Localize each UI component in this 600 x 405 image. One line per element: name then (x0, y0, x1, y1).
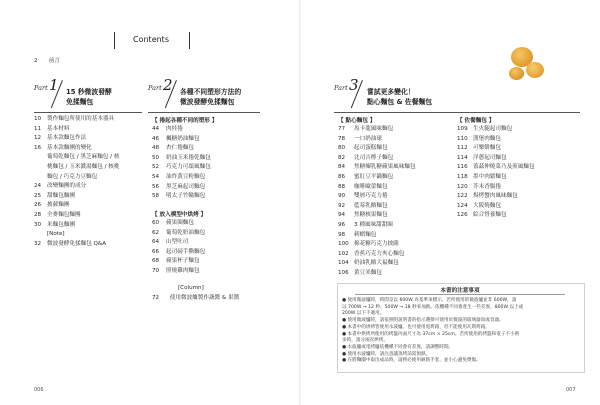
toc-page-num: 10 (34, 116, 42, 122)
toc-item (152, 239, 188, 246)
toc-label: 黑芝麻起司麵包 (166, 183, 206, 190)
toc-item (152, 136, 200, 143)
toc-label: 起司蛋糕麵包 (354, 145, 388, 152)
part2-title-1: 各種不同塑形方法的 (180, 88, 242, 96)
toc-label: 改變麵團的成分 (47, 183, 87, 190)
toc-item (34, 145, 92, 152)
toc-page-num: 78 (338, 135, 346, 142)
toc-page-num: 70 (152, 268, 160, 274)
toc-label: 比司吉檸子麵包 (354, 154, 394, 161)
toc-item (152, 268, 200, 275)
toc-item (457, 193, 518, 200)
toc-label: 製作麵包所使用的基本器具 (47, 116, 115, 122)
toc-item (338, 184, 388, 191)
toc-page-num: 54 (152, 174, 160, 180)
toc-label: 焦糖煉乳糖蘋果風味麵包 (354, 164, 416, 171)
toc-label: 微波發酵免揉麵包 Q&A (47, 240, 107, 247)
note-line: 多時，請分兩次烘烤。 (342, 338, 388, 344)
toc-label: 黃豆米麵包 (354, 270, 382, 276)
toc-intro (34, 58, 60, 65)
part2-rule (148, 112, 260, 113)
toc-label: 雙層巧克力捲 (354, 193, 388, 200)
toc-item (338, 232, 376, 239)
toc-label: 使用微波爐製作蔬醬 & 果醬 (169, 295, 240, 301)
toc-item (338, 126, 393, 133)
page-number-left: 006 (34, 387, 44, 393)
toc-item (34, 193, 75, 200)
toc-label: 明太子竹輪麵包 (166, 193, 206, 200)
toc-page-num: 104 (338, 260, 349, 267)
toc-label: 大阪燒麵包 (473, 202, 501, 209)
toc-label: 杏仁捲麵包 (166, 145, 194, 152)
toc-item (338, 270, 382, 277)
toc-page-num: 66 (152, 248, 160, 255)
toc-item (338, 145, 388, 152)
note-line: ● 在將麵團中取出成品時，請務必使用耐熱手套，並小心避免燙傷。 (342, 358, 481, 364)
toc-item (338, 251, 404, 258)
toc-item (34, 154, 119, 161)
note-line: 200W 以下不適用。 (342, 311, 385, 317)
toc-item (152, 193, 205, 200)
toc-item (338, 164, 416, 171)
toc-item (34, 241, 106, 248)
part3-label: Part (334, 84, 348, 92)
notes-title: 本書的注意事項 (440, 288, 480, 294)
toc-page-num: 25 (34, 192, 42, 199)
part3-number: 3 (349, 76, 359, 94)
toc-item (34, 116, 114, 123)
toc-page-num: 116 (457, 164, 468, 171)
toc-label: 綜合營養麵包 (473, 212, 507, 219)
toc-label: 可樂餅麵包 (473, 145, 501, 152)
toc-label: 全麥麵包麵團 (47, 212, 81, 218)
toc-item (34, 212, 81, 219)
toc-page-num: 26 (34, 202, 42, 209)
toc-page-num: 46 (152, 135, 160, 142)
toc-page-num: 102 (338, 250, 349, 257)
part1-title-1: 15 秒微波發酵 (66, 88, 112, 96)
toc-page-num: 96 (338, 222, 346, 228)
part3-title-1: 嘗試更多變化！ (367, 88, 415, 96)
toc-item (152, 184, 205, 191)
toc-item (338, 222, 393, 229)
toc-item (152, 220, 194, 227)
toc-page-num: 28 (34, 212, 42, 218)
toc-page-num: 44 (152, 126, 160, 132)
toc-page-num: 118 (457, 174, 468, 180)
part1-title-2: 免揉麵包 (66, 98, 94, 106)
note-line: 以 700W → 12 秒、500W → 18 秒來加熱。依機種不同會產生一些差異，800W 以上或 (342, 304, 524, 310)
toc-item (457, 145, 501, 152)
toc-item (152, 164, 211, 171)
toc-page-num: 86 (338, 174, 346, 180)
toc-item (457, 155, 507, 162)
toc-item (338, 260, 399, 267)
toc-item (152, 145, 194, 152)
book-spine (299, 0, 301, 405)
toc-page-num: 80 (338, 145, 346, 152)
toc-item (338, 174, 393, 181)
toc-page-num: 64 (152, 239, 160, 246)
toc-label: 蘋果圈麵包 (166, 220, 194, 226)
toc-label: 照燒雞肉麵包 (166, 268, 200, 274)
toc-label: 甜麵包麵團 (47, 192, 75, 199)
toc-item (34, 164, 119, 171)
part1-label: Part (34, 84, 48, 92)
toc-label: 基本材料 (47, 125, 70, 132)
toc-item (34, 183, 86, 190)
toc-label: 基本款麵包作法 (47, 135, 87, 142)
toc-page-num: 24 (34, 183, 42, 190)
toc-item (152, 155, 211, 162)
toc-item (457, 164, 535, 171)
toc-page-num: 92 (338, 202, 346, 209)
toc-item (457, 184, 501, 191)
toc-label: 漢堡肉麵包 (473, 135, 501, 142)
toc-item (457, 136, 501, 143)
part1-number: 1 (49, 76, 59, 94)
toc-label: 3 種風味甜甜圈 (354, 222, 393, 228)
toc-label: 蘋果杯子麵包 (166, 258, 200, 265)
toc-label: 棉花糖巧克力披薩 (354, 241, 399, 248)
toc-page-num: 72 (152, 295, 160, 301)
toc-label: 基本款麵團的變化 (47, 144, 92, 151)
part2-title-2: 微波發酵免揉麵包 (180, 98, 235, 106)
toc-label: 芥末香腸捲 (473, 183, 501, 190)
toc-page-num: 2 (34, 58, 38, 64)
toc-item (152, 126, 183, 133)
toc-page-num: 110 (457, 135, 468, 142)
toc-item (34, 222, 75, 229)
note-line: ● 本書中的烘烤皆使用水波爐。也可使用電烤箱，但不能使用瓦斯烤箱。 (342, 324, 490, 330)
page-number-right: 007 (566, 387, 576, 393)
part3-section2-heading: 【 佐餐麵包 】 (457, 118, 495, 124)
toc-page-num: 62 (152, 229, 160, 236)
toc-item (152, 174, 205, 181)
toc-page-num: 68 (152, 258, 160, 265)
toc-item (34, 174, 97, 181)
toc-label: 山型吐司 (166, 239, 189, 246)
toc-label: 生火腿起司麵包 (473, 126, 513, 132)
toc-item (34, 202, 69, 209)
toc-label: 一口奶油球 (354, 135, 382, 142)
part2-number: 2 (163, 76, 173, 94)
toc-label: 葡萄乾奶油麵包 (166, 229, 206, 236)
toc-item (338, 241, 399, 248)
toc-page-num: 16 (34, 144, 42, 151)
toc-page-num: 98 (338, 231, 346, 238)
toc-page-num: 58 (152, 193, 160, 200)
toc-page-num: 56 (152, 183, 160, 190)
note-line: ● 使用水波爐時，請注意讓蒸烤前需預熱。 (342, 351, 431, 357)
toc-page-num: 126 (457, 212, 468, 219)
toc-page-num: 88 (338, 183, 346, 190)
toc-label: 墨中肉鬆麵包 (473, 174, 507, 180)
toc-label: 洋蔥起司麵包 (473, 154, 507, 161)
toc-page-num: 112 (457, 145, 468, 152)
page-title: Contents (133, 35, 169, 44)
toc-item (457, 212, 507, 219)
note-line: ● 使用微波爐時，時間是以 600W 為基準來標示。若所使用的微波爐並非 600W，請 (342, 298, 517, 303)
note-line: ● 使用微波爐時，請依照附說明書的指示選擇可使用於微波的玻璃器皿或容器。 (342, 318, 504, 324)
note-line: ● 本書中烘烤所使用的烤盤內面尺寸為 37cm × 25cm。若所使用的烤盤和電子不小則 (342, 331, 520, 337)
toc-page-num: 48 (152, 145, 160, 152)
column-heading: [Column] (178, 285, 204, 291)
toc-label: 油炸黃豆粉麵包 (166, 174, 206, 180)
toc-item (152, 258, 200, 265)
toc-page-num: 94 (338, 212, 346, 219)
toc-label: 焦糖核果麵包 (354, 212, 388, 219)
toc-label: 起司磅手撕麵包 (166, 248, 206, 255)
toc-page-num: 100 (338, 241, 349, 248)
toc-item (338, 193, 388, 200)
toc-page-num: 11 (34, 125, 42, 132)
toc-page-num: 114 (457, 154, 468, 161)
toc-label: 焗烤蟹肉風味麵包 (473, 193, 518, 200)
toc-label: 藍莓乳酪麵包 (354, 202, 388, 209)
toc-label: 香蕉巧克力夾心麵包 (354, 250, 405, 257)
toc-page-num: 77 (338, 126, 346, 132)
toc-page-num: 84 (338, 164, 346, 171)
toc-label: 麵包 / 巧克力豆麵包 (47, 173, 98, 180)
toc-label: 巧克力可頌風麵包 (166, 164, 211, 171)
part3-rule (334, 112, 580, 113)
toc-item (338, 203, 388, 210)
part2-section2-heading: 【 放入模型中烘烤 】 (152, 212, 207, 218)
toc-item (457, 203, 501, 210)
part3-title-2: 點心麵包 & 佐餐麵包 (367, 98, 433, 106)
part2-section1-heading: 【 捲起各種不同的塑形 】 (152, 118, 218, 124)
toc-label: 米麵包麵團 (47, 221, 75, 228)
toc-page-num: 124 (457, 202, 468, 209)
part1-rule (34, 112, 142, 113)
note-line: ● 水波爐或電烤爐依機種不同會有差異，請調整時間。 (342, 344, 454, 350)
toc-page-num: 82 (338, 154, 346, 161)
toc-label: 桃麵包 / 玉米濃湯麵包 / 核桃 (47, 164, 120, 170)
toc-label: 楓糖奶油麵包 (166, 135, 200, 142)
toc-label: 奶油乳酪大福麵包 (354, 260, 399, 267)
toc-page-num: 120 (457, 183, 468, 190)
toc-item (457, 174, 507, 181)
part2-label: Part (148, 84, 162, 92)
toc-item (152, 230, 205, 237)
toc-item (34, 231, 65, 238)
toc-item (338, 212, 388, 219)
toc-label: 馬卡龍風味麵包 (354, 126, 394, 132)
toc-label: 蓋茲伸燒菜乃及煎風麵包 (473, 164, 535, 171)
toc-page-num: 90 (338, 193, 346, 200)
toc-page-num: 106 (338, 270, 349, 276)
toc-item (34, 126, 69, 133)
toc-label: 肉桂捲 (166, 126, 183, 132)
toc-page-num: 122 (457, 193, 468, 200)
toc-item (338, 136, 382, 143)
bun-photo-2 (526, 62, 544, 78)
toc-page-num: 32 (34, 240, 42, 247)
toc-page-num: 109 (457, 126, 468, 132)
toc-label: 刺蝟麵包 (354, 231, 377, 238)
column-item (152, 295, 239, 302)
toc-label: 蜜紅豆平鍋麵包 (354, 174, 394, 180)
toc-label: 前言 (48, 58, 60, 64)
toc-page-num: 50 (152, 154, 160, 161)
toc-page-num: 60 (152, 220, 160, 226)
toc-item (457, 126, 512, 133)
toc-label: 奶油玉米捲乾麵包 (166, 154, 211, 161)
toc-item (338, 155, 393, 162)
toc-item (34, 135, 86, 142)
toc-item (152, 249, 205, 256)
toc-page-num: 12 (34, 135, 42, 142)
toc-label: 披薩麵團 (47, 202, 70, 209)
toc-label: 葡萄乾麵包 / 黑芝麻麵包 / 核 (47, 154, 120, 161)
bun-photo-3 (509, 67, 524, 80)
toc-label: [Note] (47, 231, 65, 238)
part3-section1-heading: 【 點心麵包 】 (338, 118, 376, 124)
toc-label: 咖啡歐蕾麵包 (354, 183, 388, 190)
toc-page-num: 52 (152, 164, 160, 171)
notes-rule (355, 294, 565, 295)
toc-page-num: 30 (34, 221, 42, 228)
